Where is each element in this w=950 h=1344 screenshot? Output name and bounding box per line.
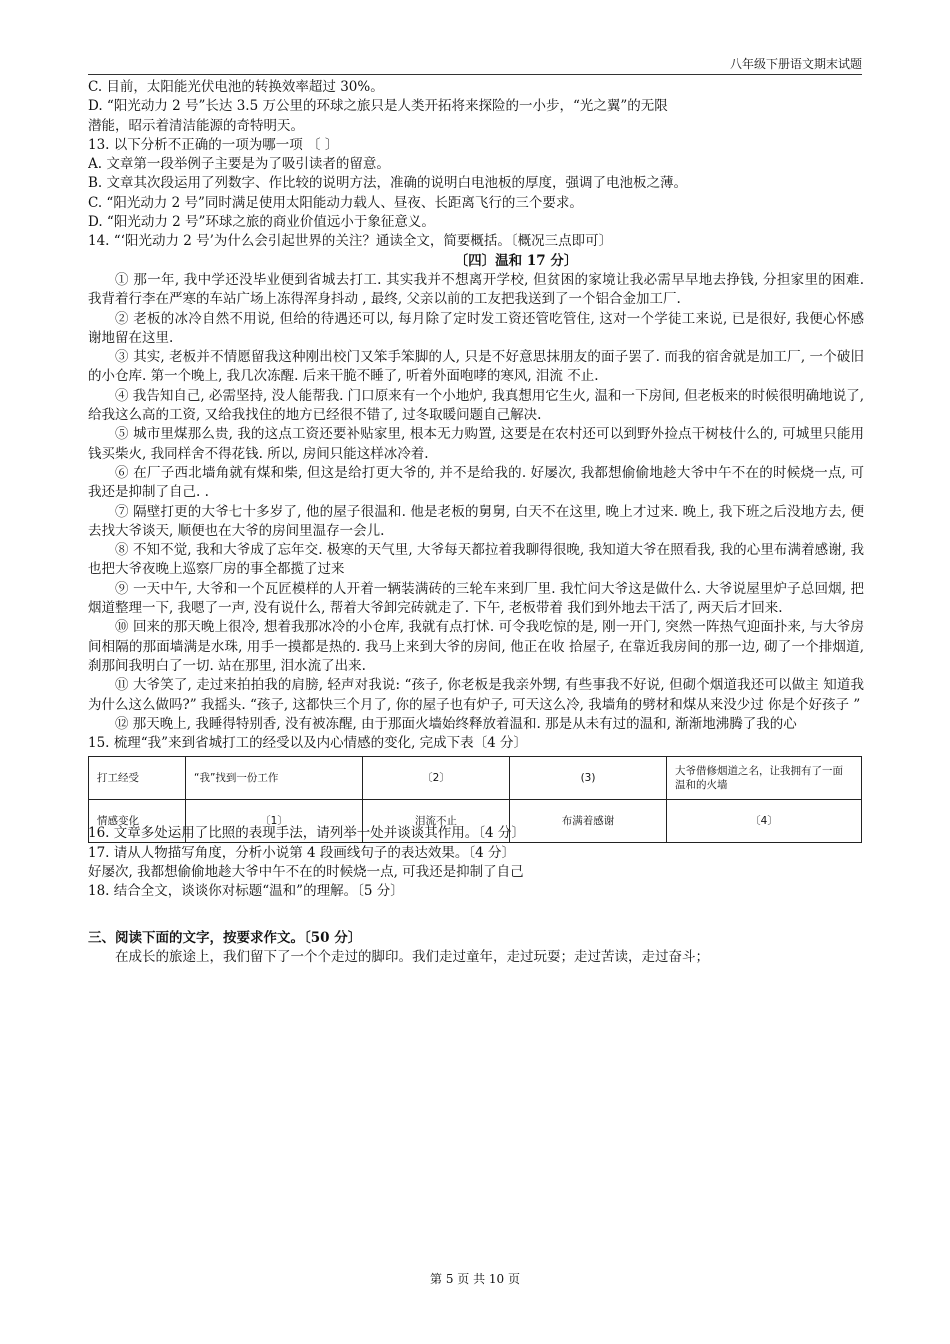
text-line: D. “阳光动力 2 号”长达 3.5 万公里的环球之旅只是人类开拓将来探险的一小步，“光之翼”的无限 [88,98,668,115]
paragraph: ⑦ 隔壁打更的大爷七十多岁了, 他的屋子很温和. 他是老板的舅舅, 白天不在这里, 晚上才过来. 晚上, 我下班之后没地方去, 便去找大爷谈天, 顺便也在大爷的房间里温存一会儿. [88,503,864,539]
table-row [89,800,862,843]
paragraph: ⑩ 回来的那天晚上很冷, 想着我那冰冷的小仓库, 我就有点打怵. 可令我吃惊的是, 刚一开门, 突然一阵热气迎面扑来, 与大爷房间相隔的那面墙满是水珠, 用手一摸都是热的. 我马上来到大爷的房间, 他正在收 拾屋子, 在靠近我房间的那一边, 砌了一个排烟道, 刹那间我明白了一切. 站在那里, 泪水流了出来. [88,619,864,674]
paragraph: ③ 其实, 老板并不情愿留我这种刚出校门又笨手笨脚的人, 只是不好意思抹朋友的面子罢了. 而我的宿舍就是加工厂, 一个破旧的小仓库. 第一个晚上, 我几次冻醒. 后来干脆不睡了, 听着外面咆哮的寒风, 泪流 不止. [88,349,864,385]
option-d: D. “阳光动力 2 号”环球之旅的商业价值远小于象征意义。 [88,214,435,231]
experience-table [88,756,862,843]
question-14: 14. “‘阳光动力 2 号’为什么会引起世界的关注？通读全文，简要概括。〔概况三点即可〕 [88,233,613,250]
section-3-title: 三、阅读下面的文字，按要求作文。〔50 分〕 [88,929,362,946]
table-cell: 〔4〕 [667,800,862,843]
paragraph: ⑪ 大爷笑了, 走过来拍拍我的肩膀, 轻声对我说: “孩子, 你老板是我亲外甥, 有些事我不好说, 但砌个烟道我还可以做主 知道我为什么这么做吗?” 我摇头. “孩子, 这都快三个月了, 你的屋子也有炉子, 可天这么冷, 我墙角的劈材和煤从来没少过 你是个好孩子 ” [88,677,864,713]
blank-space [88,902,864,921]
table-cell: 情感变化 [89,800,186,843]
table-cell: 泪流不止 [363,800,510,843]
table-cell: (3) [510,757,667,800]
table-cell: “我”找到一份工作 [186,757,363,800]
paragraph: ② 老板的冰冷自然不用说, 但给的待遇还可以, 每月除了定时发工资还管吃管住, 这对一个学徒工来说, 已是很好, 我便心怀感谢地留在这里. [88,310,864,346]
table-cell: 〔2〕 [363,757,510,800]
paragraph: ⑫ 那天晚上, 我睡得特别香, 没有被冻醒, 由于那面火墙始终释放着温和. 那是从未有过的温和, 渐渐地沸腾了我的心 [115,715,797,732]
paragraph: ① 那一年, 我中学还没毕业便到省城去打工. 其实我并不想离开学校, 但贫困的家境让我必需早早地去挣钱, 分担家里的困难. 我背着行李在严寒的车站广场上冻得浑身抖动 , 最终, 父亲以前的工友把我送到了一个铝合金加工厂. [88,271,864,308]
paragraph: ⑧ 不知不觉, 我和大爷成了忘年交. 极寒的天气里, 大爷每天都拉着我聊得很晚, 我知道大爷在照看我, 我的心里布满着感谢, 我也把大爷夜晚上巡察厂房的事全都揽了过来 [88,542,864,578]
section-4-title: 〔四〕温和 17 分〕 [454,252,578,269]
question-16: 16. 文章多处运用了比照的表现手法，请列举一处并谈谈其作用。〔4 分〕 [88,825,525,842]
paragraph: ④ 我告知自己, 必需坚持, 没人能帮我. 门口原来有一个小地炉, 我真想用它生火, 温和一下房间, 但老板来的时候很明确地说了, 给我这么高的工资, 又给我找住的地方已经很不错了, 过冬取暖问题自己解决. [88,387,864,424]
paragraph: ⑥ 在厂子西北墙角就有煤和柴, 但这是给打更大爷的, 并不是给我的. 好屡次, 我都想偷偷地趁大爷中午不在的时候烧一点, 可我还是抑制了自己. . [88,464,864,501]
quoted-sentence: 好屡次, 我都想偷偷地趁大爷中午不在的时候烧一点, 可我还是抑制了自己 [88,863,524,880]
section-3-text: 在成长的旅途上，我们留下了一个个走过的脚印。我们走过童年，走过玩耍；走过苦读，走过奋斗； [115,948,709,965]
table-row [89,757,862,800]
page-number: 第 5 页 共 10 页 [430,1272,520,1286]
table-cell: 〔1〕 [186,800,363,843]
text-line: 潜能，昭示着清洁能源的奇特明天。 [88,117,304,134]
question-18: 18. 结合全文，谈谈你对标题“温和”的理解。〔5 分〕 [88,883,404,900]
option-c: C. “阳光动力 2 号”同时满足使用太阳能动力载人、昼夜、长距离飞行的三个要求。 [88,194,583,211]
page-header [88,56,862,75]
question-17: 17. 请从人物描写角度，分析小说第 4 段画线句子的表达效果。〔4 分〕 [88,844,516,861]
table-cell: 大爷借修烟道之名，让我拥有了一面温和的火墙 [667,757,862,800]
paragraph: ⑨ 一天中午, 大爷和一个瓦匠模样的人开着一辆装满砖的三轮车来到厂里. 我忙问大爷这是做什么. 大爷说屋里炉子总回烟, 把烟道整理一下, 我嗯了一声, 没有说什么, 帮着大爷卸完砖就走了. 下午, 老板带着 我们到外地去干活了, 两天后才回来. [88,580,864,617]
text-line: C. 目前，太阳能光伏电池的转换效率超过 30%。 [88,79,384,95]
page-footer [0,1270,950,1287]
paragraph: ⑤ 城市里煤那么贵, 我的这点工资还要补贴家里, 根本无力购置, 这要是在农村还可以到野外捡点干树枝什么的, 可城里只能用钱买柴火, 我同样舍不得花钱. 所以, 房间只能这样冰冷着. [88,426,864,462]
header-title: 八年级下册语文期末试题 [729,57,862,71]
page-content [88,78,864,967]
option-b: B. 文章其次段运用了列数字、作比较的说明方法，准确的说明白电池板的厚度，强调了电池板之薄。 [88,175,688,192]
question-15: 15. 梳理“我”来到省城打工的经受以及内心情感的变化, 完成下表〔4 分〕 [88,735,528,752]
question-13: 13. 以下分析不正确的一项为哪一项 〔 〕 [88,136,339,153]
table-cell: 布满着感谢 [510,800,667,843]
option-a: A. 文章第一段举例子主要是为了吸引读者的留意。 [88,156,390,173]
table-cell: 打工经受 [89,757,186,800]
